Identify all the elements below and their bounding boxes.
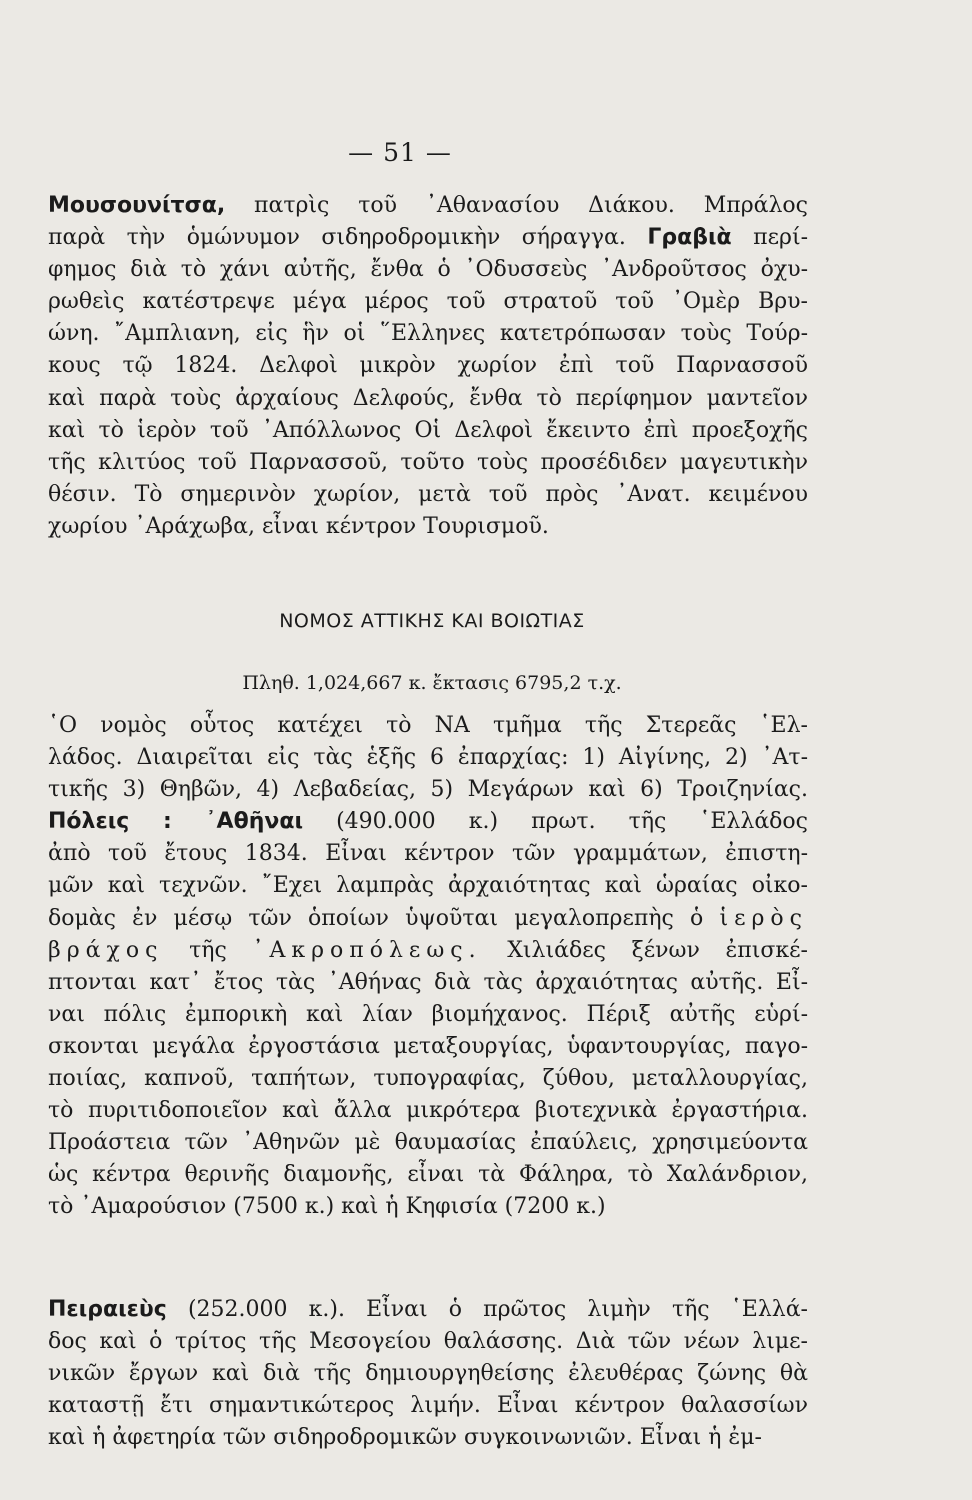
line-text: πτονται κατ᾽ ἔτος τὰς ᾽Αθήνας διὰ τὰς ἀρχαιότητας αὐτῆς. Εἶ- bbox=[48, 969, 808, 995]
text-line bbox=[48, 742, 808, 774]
line-text: δομὰς ἐν μέσῳ τῶν ὁποίων ὑψοῦται μεγαλοπρεπὴς ὁ bbox=[48, 905, 720, 931]
spaced-term: ᾽Ακροπόλεως. bbox=[252, 937, 482, 963]
line-text: καὶ παρὰ τοὺς ἀρχαίους Δελφούς, ἔνθα τὸ περίφημον μαντεῖον bbox=[48, 385, 808, 411]
line-text: καταστῇ ἔτι σημαντικώτερος λιμήν. Εἶναι κέντρον θαλασσίων bbox=[48, 1393, 808, 1419]
line-text: Προάστεια τῶν ᾽Αθηνῶν μὲ θαυμασίας ἐπαύλεις, χρησιμεύοντα bbox=[48, 1130, 808, 1156]
line-text: ἀπὸ τοῦ ἔτους 1834. Εἶναι κέντρον τῶν γραμμάτων, ἐπιστη- bbox=[48, 841, 808, 867]
text-line bbox=[48, 999, 808, 1031]
line-text: ῾Ο νομὸς οὗτος κατέχει τὸ ΝΑ τμῆμα τῆς Στερεᾶς ῾Ελ- bbox=[48, 713, 808, 738]
page-number: — 51 — bbox=[348, 138, 452, 167]
text-line bbox=[48, 1095, 808, 1127]
text-line bbox=[48, 806, 808, 838]
text-line bbox=[48, 870, 808, 902]
bold-term: Πειραιεὺς bbox=[48, 1297, 167, 1322]
line-text: τῆς κλιτύος τοῦ Παρνασσοῦ, τοῦτο τοὺς προσέδιδεν μαγευτικὴν bbox=[48, 449, 808, 475]
text-line bbox=[48, 967, 808, 999]
spaced-term: ἱερὸς bbox=[719, 905, 808, 931]
text-line bbox=[48, 415, 808, 447]
text-line bbox=[48, 1326, 808, 1358]
text-line bbox=[48, 1031, 808, 1063]
text-line bbox=[48, 1422, 808, 1454]
bold-term: Πόλεις : ᾽Αθῆναι bbox=[48, 809, 304, 835]
text-line bbox=[48, 1390, 808, 1422]
line-text: χωρίου ᾽Αράχωβα, εἶναι κέντρον Τουρισμοῦ. bbox=[48, 513, 549, 539]
line-text: νικῶν ἔργων καὶ διὰ τῆς δημιουργηθείσης ἐλευθέρας ζώνης θὰ bbox=[48, 1361, 808, 1387]
text-line bbox=[48, 447, 808, 479]
line-text: δος καὶ ὁ τρίτος τῆς Μεσογείου θαλάσσης. Διὰ τῶν νέων λιμε- bbox=[48, 1329, 808, 1355]
text-line bbox=[48, 318, 808, 350]
paragraph-piraeus bbox=[48, 1294, 808, 1454]
line-text: θέσιν. Τὸ σημερινὸν χωρίον, μετὰ τοῦ πρὸς ᾽Ανατ. κειμένου bbox=[48, 481, 808, 507]
text-line bbox=[48, 286, 808, 318]
paragraph-attica bbox=[48, 710, 808, 1224]
line-text: (490.000 κ.) πρωτ. τῆς ῾Ελλάδος bbox=[303, 809, 808, 835]
line-text: παρὰ τὴν ὁμώνυμον σιδηροδρομικὴν σήραγγα. bbox=[48, 225, 648, 251]
section-heading: ΝΟΜΟΣ ΑΤΤΙΚΗΣ ΚΑΙ ΒΟΙΩΤΙΑΣ bbox=[279, 610, 585, 632]
line-text: κους τῷ 1824. Δελφοὶ μικρὸν χωρίον ἐπὶ τοῦ Παρνασσοῦ bbox=[48, 353, 808, 379]
line-text: μῶν καὶ τεχνῶν. ῎Εχει λαμπρὰς ἀρχαιότητας καὶ ὡραίας οἰκο- bbox=[48, 873, 808, 899]
line-text: ὡς κέντρα θερινῆς διαμονῆς, εἶναι τὰ Φάληρα, τὸ Χαλάνδριον, bbox=[48, 1162, 808, 1188]
spaced-term: βράχος bbox=[48, 937, 164, 963]
text-line bbox=[48, 190, 808, 222]
line-text: σκονται μεγάλα ἐργοστάσια μεταξουργίας, ὑφαντουργίας, παγο- bbox=[48, 1033, 808, 1059]
text-line bbox=[48, 903, 808, 935]
text-line bbox=[48, 710, 808, 742]
line-text: τὸ ᾽Αμαρούσιον (7500 κ.) καὶ ἡ Κηφισία (7200 κ.) bbox=[48, 1194, 606, 1220]
line-text: τῆς bbox=[163, 937, 253, 963]
line-text: τικῆς 3) Θηβῶν, 4) Λεβαδείας, 5) Μεγάρων καὶ 6) Τροιζηνίας. bbox=[48, 777, 808, 803]
text-line bbox=[48, 1159, 808, 1191]
text-line bbox=[48, 1063, 808, 1095]
text-line bbox=[48, 383, 808, 415]
text-line bbox=[48, 1358, 808, 1390]
bold-term: Μουσουνίτσα, bbox=[48, 193, 226, 218]
line-text: τὸ πυριτιδοποιεῖον καὶ ἄλλα μικρότερα βιοτεχνικὰ ἐργαστήρια. bbox=[48, 1098, 808, 1124]
line-text: πατρὶς τοῦ ᾽Αθανασίου Διάκου. Μπράλος bbox=[225, 193, 808, 218]
line-text: ναι πόλις ἐμπορικὴ καὶ λίαν βιομήχανος. Πέριξ αὐτῆς εὑρί- bbox=[48, 1001, 808, 1027]
text-line bbox=[48, 774, 808, 806]
line-text: (252.000 κ.). Εἶναι ὁ πρῶτος λιμὴν τῆς ῾Ελλά- bbox=[166, 1297, 808, 1322]
text-line bbox=[48, 479, 808, 511]
population-stats: Πληθ. 1,024,667 κ. ἔκτασις 6795,2 τ.χ. bbox=[242, 672, 622, 694]
text-line bbox=[48, 838, 808, 870]
line-text: φημος διὰ τὸ χάνι αὐτῆς, ἔνθα ὁ ᾽Οδυσσεὺς ᾽Ανδροῦτσος ὀχυ- bbox=[48, 257, 808, 283]
text-line bbox=[48, 222, 808, 254]
text-line bbox=[48, 254, 808, 286]
text-line bbox=[48, 1127, 808, 1159]
line-text: Χιλιάδες ξένων ἐπισκέ- bbox=[481, 937, 808, 963]
line-text: καὶ τὸ ἱερὸν τοῦ ᾽Απόλλωνος Οἱ Δελφοὶ ἔκειντο ἐπὶ προεξοχῆς bbox=[48, 417, 808, 443]
text-line bbox=[48, 935, 808, 967]
line-text: καὶ ἡ ἀφετηρία τῶν σιδηροδρομικῶν συγκοινωνιῶν. Εἶναι ἡ ἐμ- bbox=[48, 1425, 762, 1451]
text-line bbox=[48, 1191, 808, 1223]
line-text: περί- bbox=[731, 225, 809, 251]
text-line bbox=[48, 350, 808, 382]
line-text: ποιίας, καπνοῦ, ταπήτων, τυπογραφίας, ζύθου, μεταλλουργίας, bbox=[48, 1066, 808, 1092]
bold-term: Γραβιὰ bbox=[647, 225, 732, 251]
line-text: ώνη. ῎Αμπλιανη, εἰς ἣν οἱ ῞Ελληνες κατετρόπωσαν τοὺς Τούρ- bbox=[48, 321, 808, 347]
line-text: λάδος. Διαιρεῖται εἰς τὰς ἑξῆς 6 ἐπαρχίας: 1) Αἰγίνης, 2) ᾽Ατ- bbox=[48, 745, 808, 771]
line-text: ρωθεὶς κατέστρεψε μέγα μέρος τοῦ στρατοῦ τοῦ ᾽Ομὲρ Βρυ- bbox=[48, 289, 808, 315]
text-line bbox=[48, 1294, 808, 1326]
text-line bbox=[48, 511, 808, 543]
paragraph-mousounitsa bbox=[48, 190, 808, 543]
